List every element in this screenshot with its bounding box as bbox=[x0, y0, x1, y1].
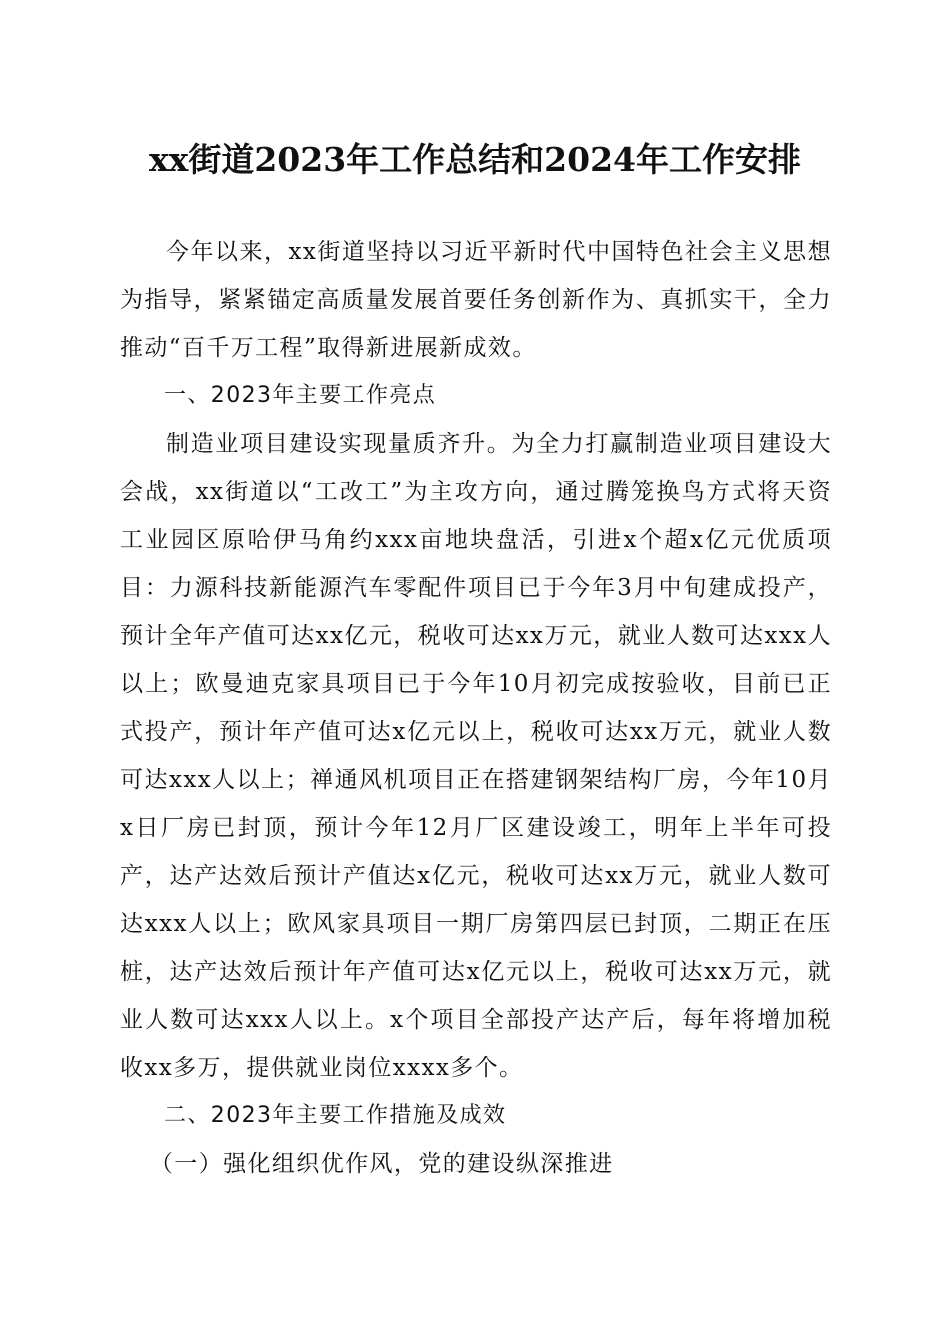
highlights-paragraph: 制造业项目建设实现量质齐升。为全力打赢制造业项目建设大会战，xx街道以“工改工”为主攻方向，通过腾笼换鸟方式将天资工业园区原哈伊马角约xxx亩地块盘活，引进x个超x亿元优质项目：力源科技新能源汽车零配件项目已于今年3月中旬建成投产，预计全年产值可达xx亿元，税收可达xx万元，就业人数可达xxx人以上；欧曼迪克家具项目已于今年10月初完成按验收，目前已正式投产，预计年产值可达x亿元以上，税收可达xx万元，就业人数可达xxx人以上；禅通风机项目正在搭建钢架结构厂房，今年10月x日厂房已封顶，预计今年12月厂区建设竣工，明年上半年可投产，达产达效后预计产值达x亿元，税收可达xx万元，就业人数可达xxx人以上；欧风家具项目一期厂房第四层已封顶，二期正在压桩，达产达效后预计年产值可达x亿元以上，税收可达xx万元，就业人数可达xxx人以上。x个项目全部投产达产后，每年将增加税收xx多万，提供就业岗位xxxx多个。 bbox=[120, 431, 832, 1081]
section-heading-measures: 二、2023年主要工作措施及成效 bbox=[164, 1103, 507, 1128]
intro-paragraph: 今年以来，xx街道坚持以习近平新时代中国特色社会主义思想为指导，紧紧锚定高质量发展首要任务创新作为、真抓实干，全力推动“百千万工程”取得新进展新成效。 bbox=[120, 239, 832, 361]
section-heading-highlights: 一、2023年主要工作亮点 bbox=[164, 383, 437, 408]
document-body bbox=[120, 228, 832, 1188]
document-title: xx街道2023年工作总结和2024年工作安排 bbox=[148, 140, 802, 179]
subsection-heading-party-building: （一）强化组织优作风，党的建设纵深推进 bbox=[149, 1151, 614, 1177]
